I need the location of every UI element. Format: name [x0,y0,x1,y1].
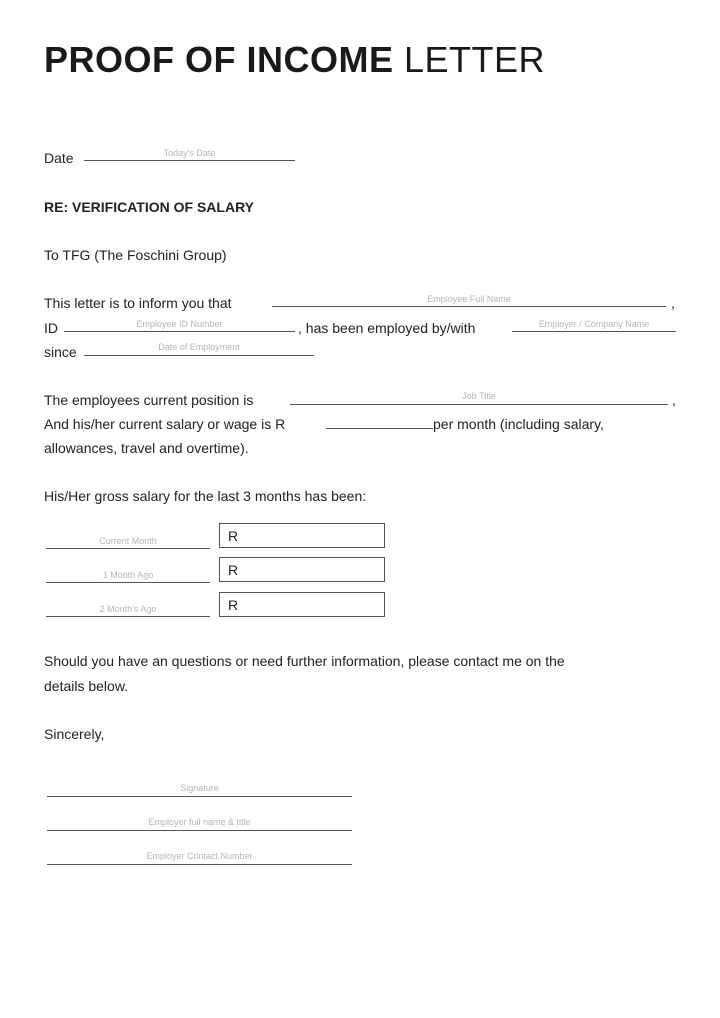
salary-line3: allowances, travel and overtime). [44,440,249,456]
currency-symbol: R [228,528,239,544]
employee-id-placeholder: Employee ID Number [136,319,223,329]
month-label-placeholder: 2 Month's Ago [99,604,157,614]
employment-date-placeholder: Date of Employment [158,342,240,352]
salary-suffix: per month (including salary, [433,416,604,432]
date-field[interactable] [84,160,295,161]
gross-heading: His/Her gross salary for the last 3 months has been: [44,488,367,504]
employed-text: , has been employed by/with [298,320,476,336]
employee-name-field[interactable] [272,306,666,307]
employment-date-field[interactable] [84,355,314,356]
date-placeholder: Today's Date [163,148,216,158]
employer-contact-field[interactable] [47,864,352,865]
date-label: Date [44,150,74,166]
month-label-field[interactable] [46,582,210,583]
month-label-field[interactable] [46,616,210,617]
since-label: since [44,344,77,360]
salary-field[interactable] [326,428,433,429]
job-title-field[interactable] [290,404,668,405]
salary-amount-input[interactable] [219,557,385,582]
signature-placeholder: Signature [180,783,219,793]
subject-heading: RE: VERIFICATION OF SALARY [44,199,254,215]
month-label-placeholder: 1 Month Ago [102,570,154,580]
employer-placeholder: Employer / Company Name [538,319,650,329]
employer-name-field[interactable] [47,830,352,831]
month-label-placeholder: Current Month [99,536,157,546]
signature-field[interactable] [47,796,352,797]
position-comma: , [672,392,676,408]
title-bold-part: PROOF OF INCOME [44,39,394,80]
intro-comma: , [671,295,675,311]
employer-name-placeholder: Employer full name & title [148,817,251,827]
title-light-part: LETTER [404,39,546,80]
employee-name-placeholder: Employee Full Name [427,294,511,304]
intro-line1-text: This letter is to inform you that [44,295,232,311]
month-label-field[interactable] [46,548,210,549]
job-title-placeholder: Job Title [462,391,496,401]
id-label: ID [44,320,58,336]
closing-text: Sincerely, [44,726,105,742]
letter-title [44,38,545,82]
salary-prefix: And his/her current salary or wage is R [44,416,286,432]
currency-symbol: R [228,562,239,578]
employer-contact-placeholder: Employer Contact Number [146,851,253,861]
contact-line2: details below. [44,678,129,694]
recipient-line: To TFG (The Foschini Group) [44,247,227,263]
employer-field[interactable] [512,331,676,332]
position-text: The employees current position is [44,392,254,408]
salary-amount-input[interactable] [219,592,385,617]
salary-amount-input[interactable] [219,523,385,548]
contact-line1: Should you have an questions or need further information, please contact me on the [44,653,565,669]
employee-id-field[interactable] [64,331,295,332]
currency-symbol: R [228,597,239,613]
